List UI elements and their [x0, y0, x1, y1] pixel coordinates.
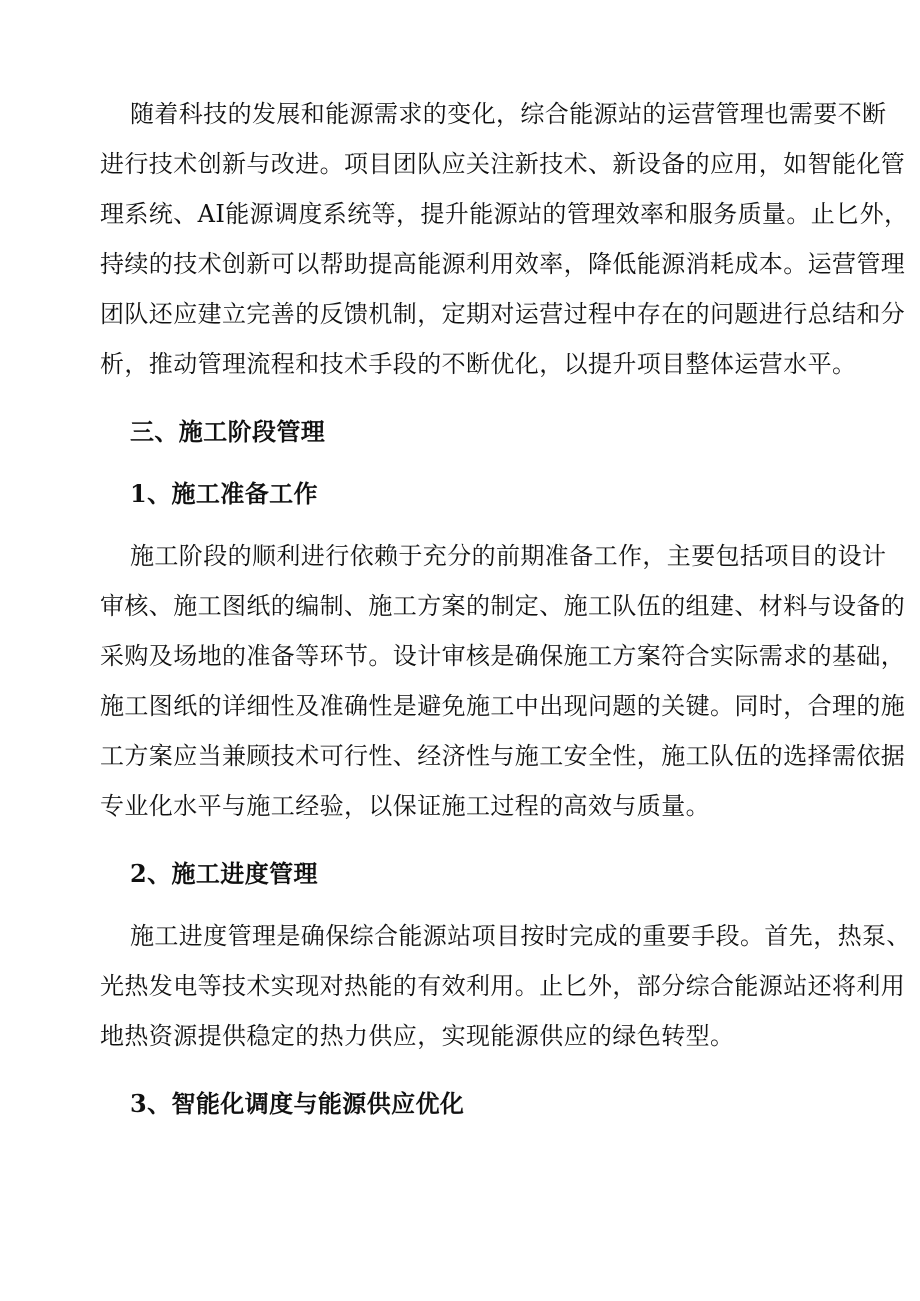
paragraph-line: 团队还应建立完善的反馈机制，定期对运营过程中存在的问题进行总结和分 [100, 300, 906, 328]
paragraph-line: 工方案应当兼顾技术可行性、经济性与施工安全性，施工队伍的选择需依据 [100, 742, 906, 770]
subsection-heading-schedule: 2、施工进度管理 [130, 859, 318, 888]
subsection-heading-preparation: 1、施工准备工作 [130, 479, 318, 508]
paragraph-line: 进行技术创新与改进。项目团队应关注新技术、新设备的应用，如智能化管 [100, 150, 906, 178]
paragraph-line: 持续的技术创新可以帮助提高能源利用效率，降低能源消耗成本。运营管理 [100, 250, 906, 278]
subsection-heading-dispatch: 3、智能化调度与能源供应优化 [130, 1089, 465, 1118]
paragraph-line: 审核、施工图纸的编制、施工方案的制定、施工队伍的组建、材料与设备的 [100, 592, 906, 620]
paragraph-line: 专业化水平与施工经验，以保证施工过程的高效与质量。 [100, 792, 710, 820]
section-heading: 三、施工阶段管理 [130, 417, 326, 446]
paragraph-line: 施工阶段的顺利进行依赖于充分的前期准备工作，主要包括项目的设计 [130, 542, 887, 570]
paragraph-line: 施工进度管理是确保综合能源站项目按时完成的重要手段。首先，热泵、 [130, 922, 911, 950]
paragraph-line: 地热资源提供稳定的热力供应，实现能源供应的绿色转型。 [100, 1022, 735, 1050]
paragraph-schedule [100, 920, 911, 1052]
paragraph-line: 随着科技的发展和能源需求的变化，综合能源站的运营管理也需要不断 [130, 100, 887, 128]
paragraph-tech-innovation [100, 98, 909, 380]
paragraph-line: 施工图纸的详细性及准确性是避免施工中出现问题的关键。同时，合理的施 [100, 692, 906, 720]
paragraph-line: 光热发电等技术实现对热能的有效利用。止匕外，部分综合能源站还将利用 [100, 972, 906, 1000]
paragraph-line: 析，推动管理流程和技术手段的不断优化，以提升项目整体运营水平。 [100, 350, 857, 378]
paragraph-preparation [100, 540, 906, 822]
paragraph-line: 理系统、AI能源调度系统等，提升能源站的管理效率和服务质量。止匕外， [100, 200, 909, 228]
paragraph-line: 采购及场地的准备等环节。设计审核是确保施工方案符合实际需求的基础， [100, 642, 906, 670]
